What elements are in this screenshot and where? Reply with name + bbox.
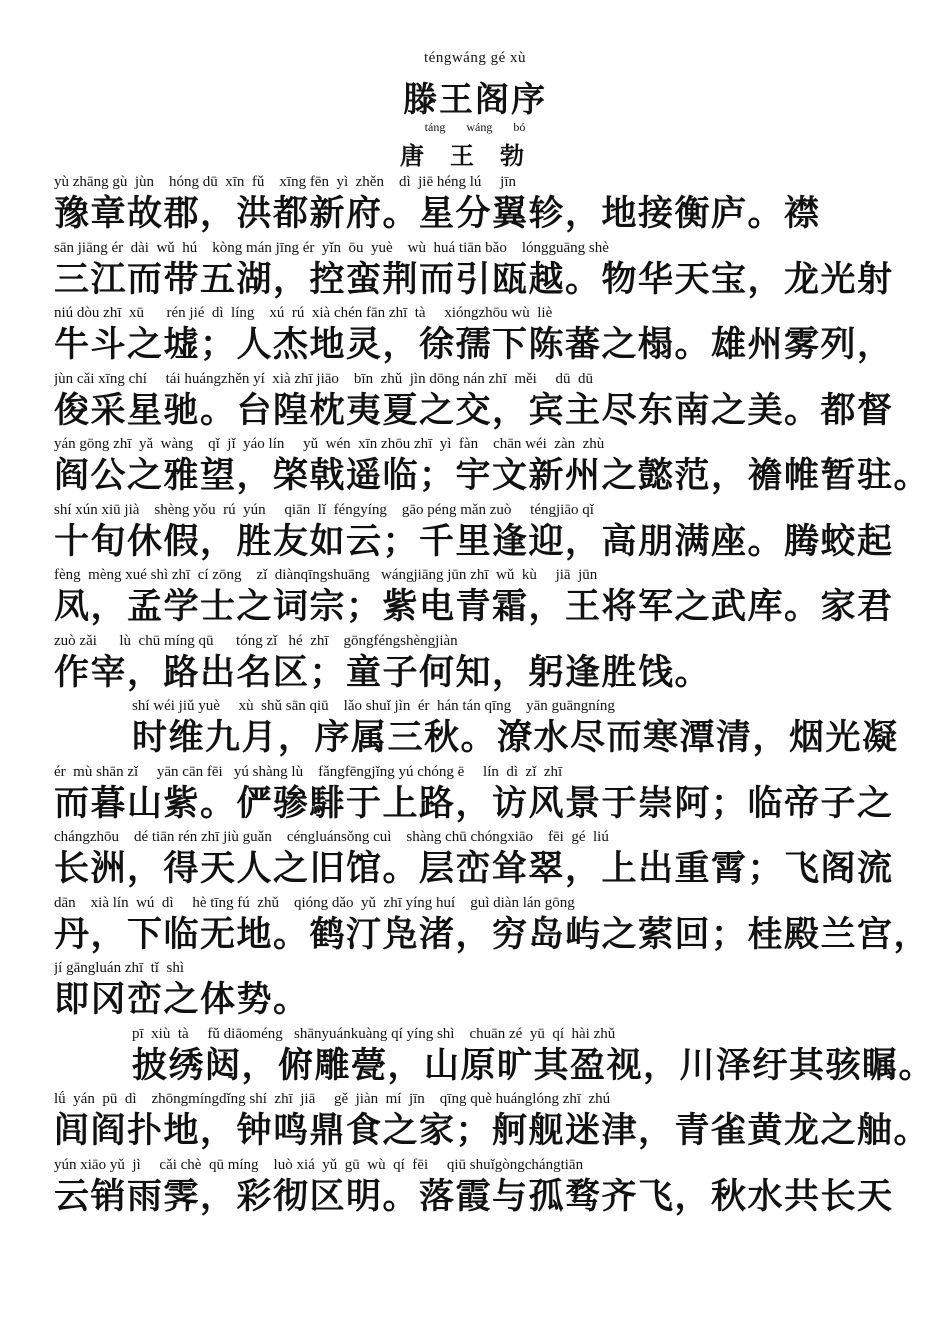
text-row xyxy=(54,240,906,304)
pinyin-line: pī xiù tà fǔ diāoméng shānyuánkuàng qí yíng shì chuān zé yū qí hài zhǔ xyxy=(132,1025,616,1042)
text-row xyxy=(54,1091,931,1155)
text-row xyxy=(54,371,906,435)
text-row xyxy=(54,305,906,369)
pinyin-line: shí xún xiū jià shèng yǒu rú yún qiān lǐ féngyíng gāo péng mǎn zuò téngjiāo qǐ xyxy=(54,501,594,518)
hanzi-line: 即冈峦之体势。 xyxy=(54,979,310,1020)
text-row xyxy=(132,698,906,762)
pinyin-line: sān jiāng ér dài wǔ hú kòng mán jīng ér yǐn ōu yuè wù huá tiān bǎo lóngguāng shè xyxy=(54,239,609,256)
text-row xyxy=(54,502,906,566)
hanzi-line: 丹，下临无地。鹤汀凫渚，穷岛屿之萦回；桂殿兰宫， xyxy=(54,913,931,955)
pinyin-line: zuò zǎi lù chū míng qū tóng zǐ hé zhī gōngféngshèngjiàn xyxy=(54,632,458,649)
text-row xyxy=(54,1157,906,1221)
pinyin-line: dān xià lín wú dì hè tīng fú zhǔ qióng dǎo yǔ zhī yíng huí guì diàn lán gōng xyxy=(54,894,575,911)
pinyin-line: fèng mèng xué shì zhī cí zōng zǐ diànqīngshuāng wángjiāng jūn zhī wǔ kù jiā jūn xyxy=(54,567,598,583)
pinyin-line: yù zhāng gù jùn hóng dū xīn fǔ xīng fēn yì zhěn dì jiē héng lú jīn xyxy=(54,174,517,190)
pinyin-line: yán gōng zhī yǎ wàng qǐ jǐ yáo lín yǔ wén xīn zhōu zhī yì fàn chān wéi zàn zhù xyxy=(54,436,605,452)
hanzi-line: 披绣闼，俯雕甍，山原旷其盈视，川泽纡其骇瞩。 xyxy=(132,1044,936,1086)
text-row xyxy=(54,174,906,238)
hanzi-line: 三江而带五湖，控蛮荆而引瓯越。物华天宝，龙光射 xyxy=(54,258,894,300)
hanzi-line: 而暮山紫。俨骖騑于上路，访风景于崇阿；临帝子之 xyxy=(54,782,894,824)
text-row xyxy=(54,829,906,893)
hanzi-line: 阎公之雅望，棨戟遥临；宇文新州之懿范，襜帷暂驻。 xyxy=(54,455,931,496)
pinyin-line: yún xiāo yǔ jì cǎi chè qū míng luò xiá yǔ gū wù qí fēi qiū shuǐgòngchángtiān xyxy=(54,1156,584,1173)
hanzi-line: 豫章故郡，洪都新府。星分翼轸，地接衡庐。襟 xyxy=(54,193,821,234)
pinyin-line: shí wéi jiǔ yuè xù shǔ sān qiū lǎo shuǐ jìn ér hán tán qīng yān guāngníng xyxy=(132,698,615,714)
text-row xyxy=(54,567,906,631)
hanzi-line: 时维九月，序属三秋。潦水尽而寒潭清，烟光凝 xyxy=(132,717,899,758)
hanzi-line: 凤，孟学士之词宗；紫电青霜，王将军之武库。家君 xyxy=(54,586,894,627)
text-row xyxy=(54,894,931,959)
page-title: 滕王阁序 xyxy=(403,80,547,120)
title-pinyin: téngwáng gé xù xyxy=(424,50,526,66)
author-pinyin: táng wáng bó xyxy=(424,120,526,134)
pinyin-line: jí gāngluán zhī tǐ shì xyxy=(54,960,184,976)
text-row xyxy=(132,1025,936,1090)
author-name: 唐王勃 xyxy=(400,141,550,170)
hanzi-line: 俊采星驰。台隍枕夷夏之交，宾主尽东南之美。都督 xyxy=(54,389,894,431)
hanzi-line: 长洲，得天人之旧馆。层峦耸翠，上出重霄；飞阁流 xyxy=(54,848,894,889)
hanzi-line: 牛斗之墟；人杰地灵，徐孺下陈蕃之榻。雄州雾列， xyxy=(54,324,894,365)
pinyin-line: niú dòu zhī xū rén jié dì líng xú rú xià chén fān zhī tà xióngzhōu wù liè xyxy=(54,305,553,321)
hanzi-line: 闾阎扑地，钟鸣鼎食之家；舸舰迷津，青雀黄龙之舳。 xyxy=(54,1110,931,1151)
text-row xyxy=(54,436,931,500)
text-row xyxy=(54,633,906,697)
hanzi-line: 作宰，路出名区；童子何知，躬逢胜饯。 xyxy=(54,651,712,693)
text-row xyxy=(54,960,906,1024)
hanzi-line: 云销雨霁，彩彻区明。落霞与孤骛齐飞，秋水共长天 xyxy=(54,1175,894,1217)
hanzi-line: 十旬休假，胜友如云；千里逢迎，高朋满座。腾蛟起 xyxy=(54,520,894,562)
text-row xyxy=(54,764,906,828)
pinyin-line: ér mù shān zǐ yān cān fēi yú shàng lù fǎngfēngjǐng yú chóng ē lín dì zǐ zhī xyxy=(54,763,563,780)
pinyin-line: jùn cǎi xīng chí tái huángzhěn yí xià zhī jiāo bīn zhǔ jìn dōng nán zhī měi dū dū xyxy=(54,370,594,387)
pinyin-line: lǘ yán pū dì zhōngmíngdǐng shí zhī jiā gě jiàn mí jīn qīng què huánglóng zhī zhú xyxy=(54,1091,611,1107)
pinyin-line: chángzhōu dé tiān rén zhī jiù guǎn céngluánsǒng cuì shàng chū chóngxiāo fēi gé liú xyxy=(54,829,609,845)
